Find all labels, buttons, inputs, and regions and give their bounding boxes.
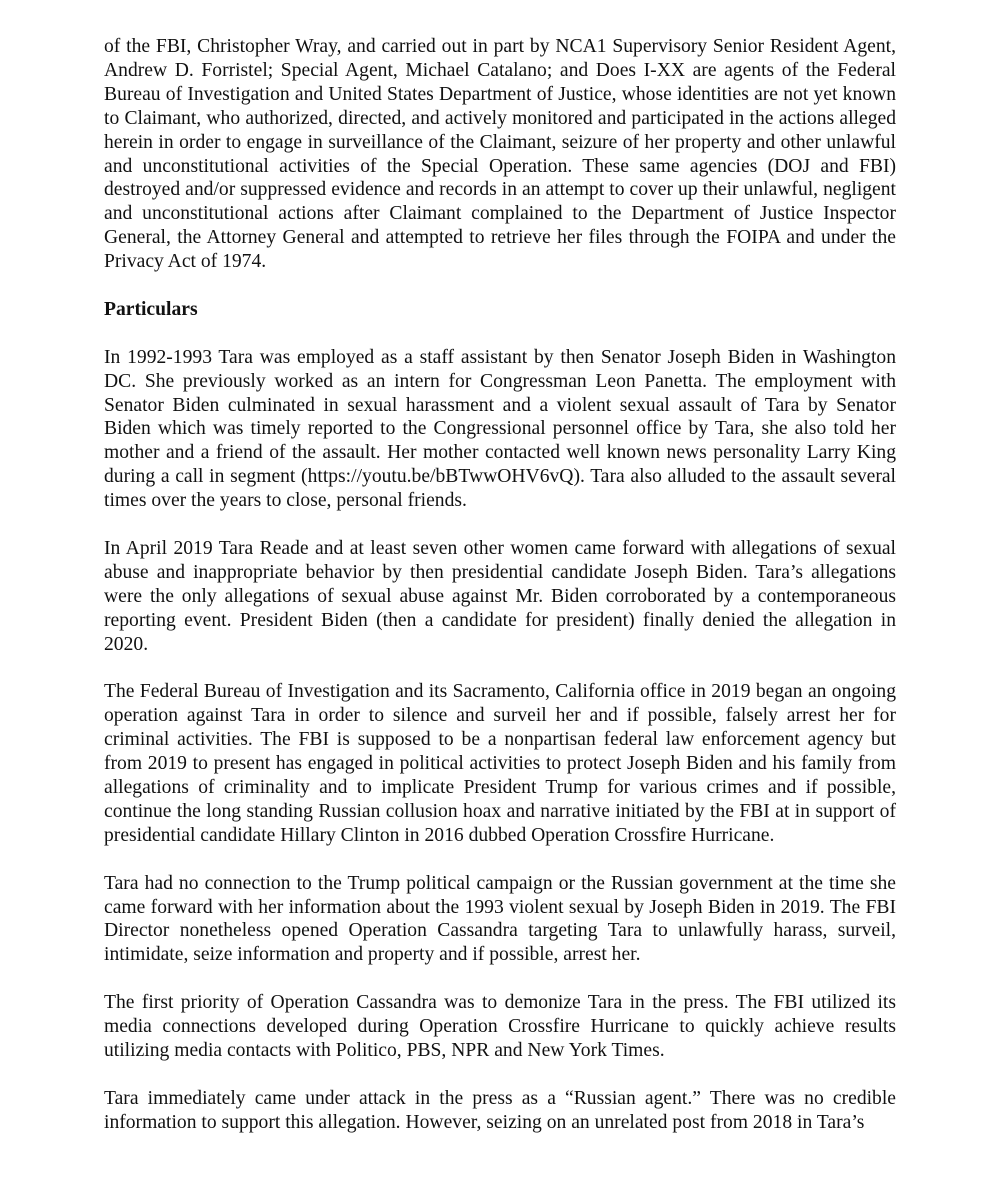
paragraph-first-priority: The first priority of Operation Cassandra was to demonize Tara in the press. The FBI utilized its media connections developed during Operation Crossfire Hurricane to quickly achieve results utilizing media contacts with Politico, PBS, NPR and New York Times. bbox=[104, 992, 896, 1061]
section-heading-particulars: Particulars bbox=[104, 298, 198, 320]
paragraph-no-connection: Tara had no connection to the Trump political campaign or the Russian government at the time she came forward with her information about the 1993 violent sexual by Joseph Biden in 2019. The FBI Director nonetheless opened Operation Cassandra targeting Tara to unlawfully harass, surveil, intimidate, seize information and property and if possible, arrest her. bbox=[104, 872, 896, 966]
paragraph-press-attack: Tara immediately came under attack in the press as a “Russian agent.” There was no credible information to support this allegation. However, seizing on an unrelated post from 2018 in Tara’s bbox=[104, 1087, 896, 1133]
paragraph-fbi-operation: The Federal Bureau of Investigation and its Sacramento, California office in 2019 began an ongoing operation against Tara in order to silence and surveil her and if possible, falsely arrest her for criminal activities. The FBI is supposed to be a nonpartisan federal law enforcement agency but from 2019 to present has engaged in political activities to protect Joseph Biden and his family from allegations of criminality and to implicate President Trump for various crimes and if possible, continue the long standing Russian collusion hoax and narrative initiated by the FBI at in support of presidential candidate Hillary Clinton in 2016 dubbed Operation Crossfire Hurricane. bbox=[104, 681, 896, 846]
paragraph-allegations-2019: In April 2019 Tara Reade and at least seven other women came forward with allegations of sexual abuse and inappropriate behavior by then presidential candidate Joseph Biden. Tara’s allegations were the only allegations of sexual abuse against Mr. Biden corroborated by a contemporaneous reporting event. President Biden (then a candidate for president) finally denied the allegation in 2020. bbox=[104, 537, 896, 655]
document-page bbox=[104, 35, 896, 1158]
paragraph-employment: In 1992-1993 Tara was employed as a staff assistant by then Senator Joseph Biden in Washington DC. She previously worked as an intern for Congressman Leon Panetta. The employment with Senator Biden culminated in sexual harassment and a violent sexual assault of Tara by Senator Biden which was timely reported to the Congressional personnel office by Tara, she also told her mother and a friend of the assault. Her mother contacted well known news personality Larry King during a call in segment (https://youtu.be/bBTwwOHV6vQ). Tara also alluded to the assault several times over the years to close, personal friends. bbox=[104, 346, 896, 512]
paragraph-continuation: of the FBI, Christopher Wray, and carried out in part by NCA1 Supervisory Senior Resident Agent, Andrew D. Forristel; Special Agent, Michael Catalano; and Does I-XX are agents of the Federal Bureau of Investigation and United States Department of Justice, whose identities are not yet known to Claimant, who authorized, directed, and actively monitored and participated in the actions alleged herein in order to engage in surveillance of the Claimant, seizure of her property and other unlawful and unconstitutional activities of the Special Operation. These same agencies (DOJ and FBI) destroyed and/or suppressed evidence and records in an attempt to cover up their unlawful, negligent and unconstitutional actions after Claimant complained to the Department of Justice Inspector General, the Attorney General and attempted to retrieve her files through the FOIPA and under the Privacy Act of 1974. bbox=[104, 36, 896, 273]
